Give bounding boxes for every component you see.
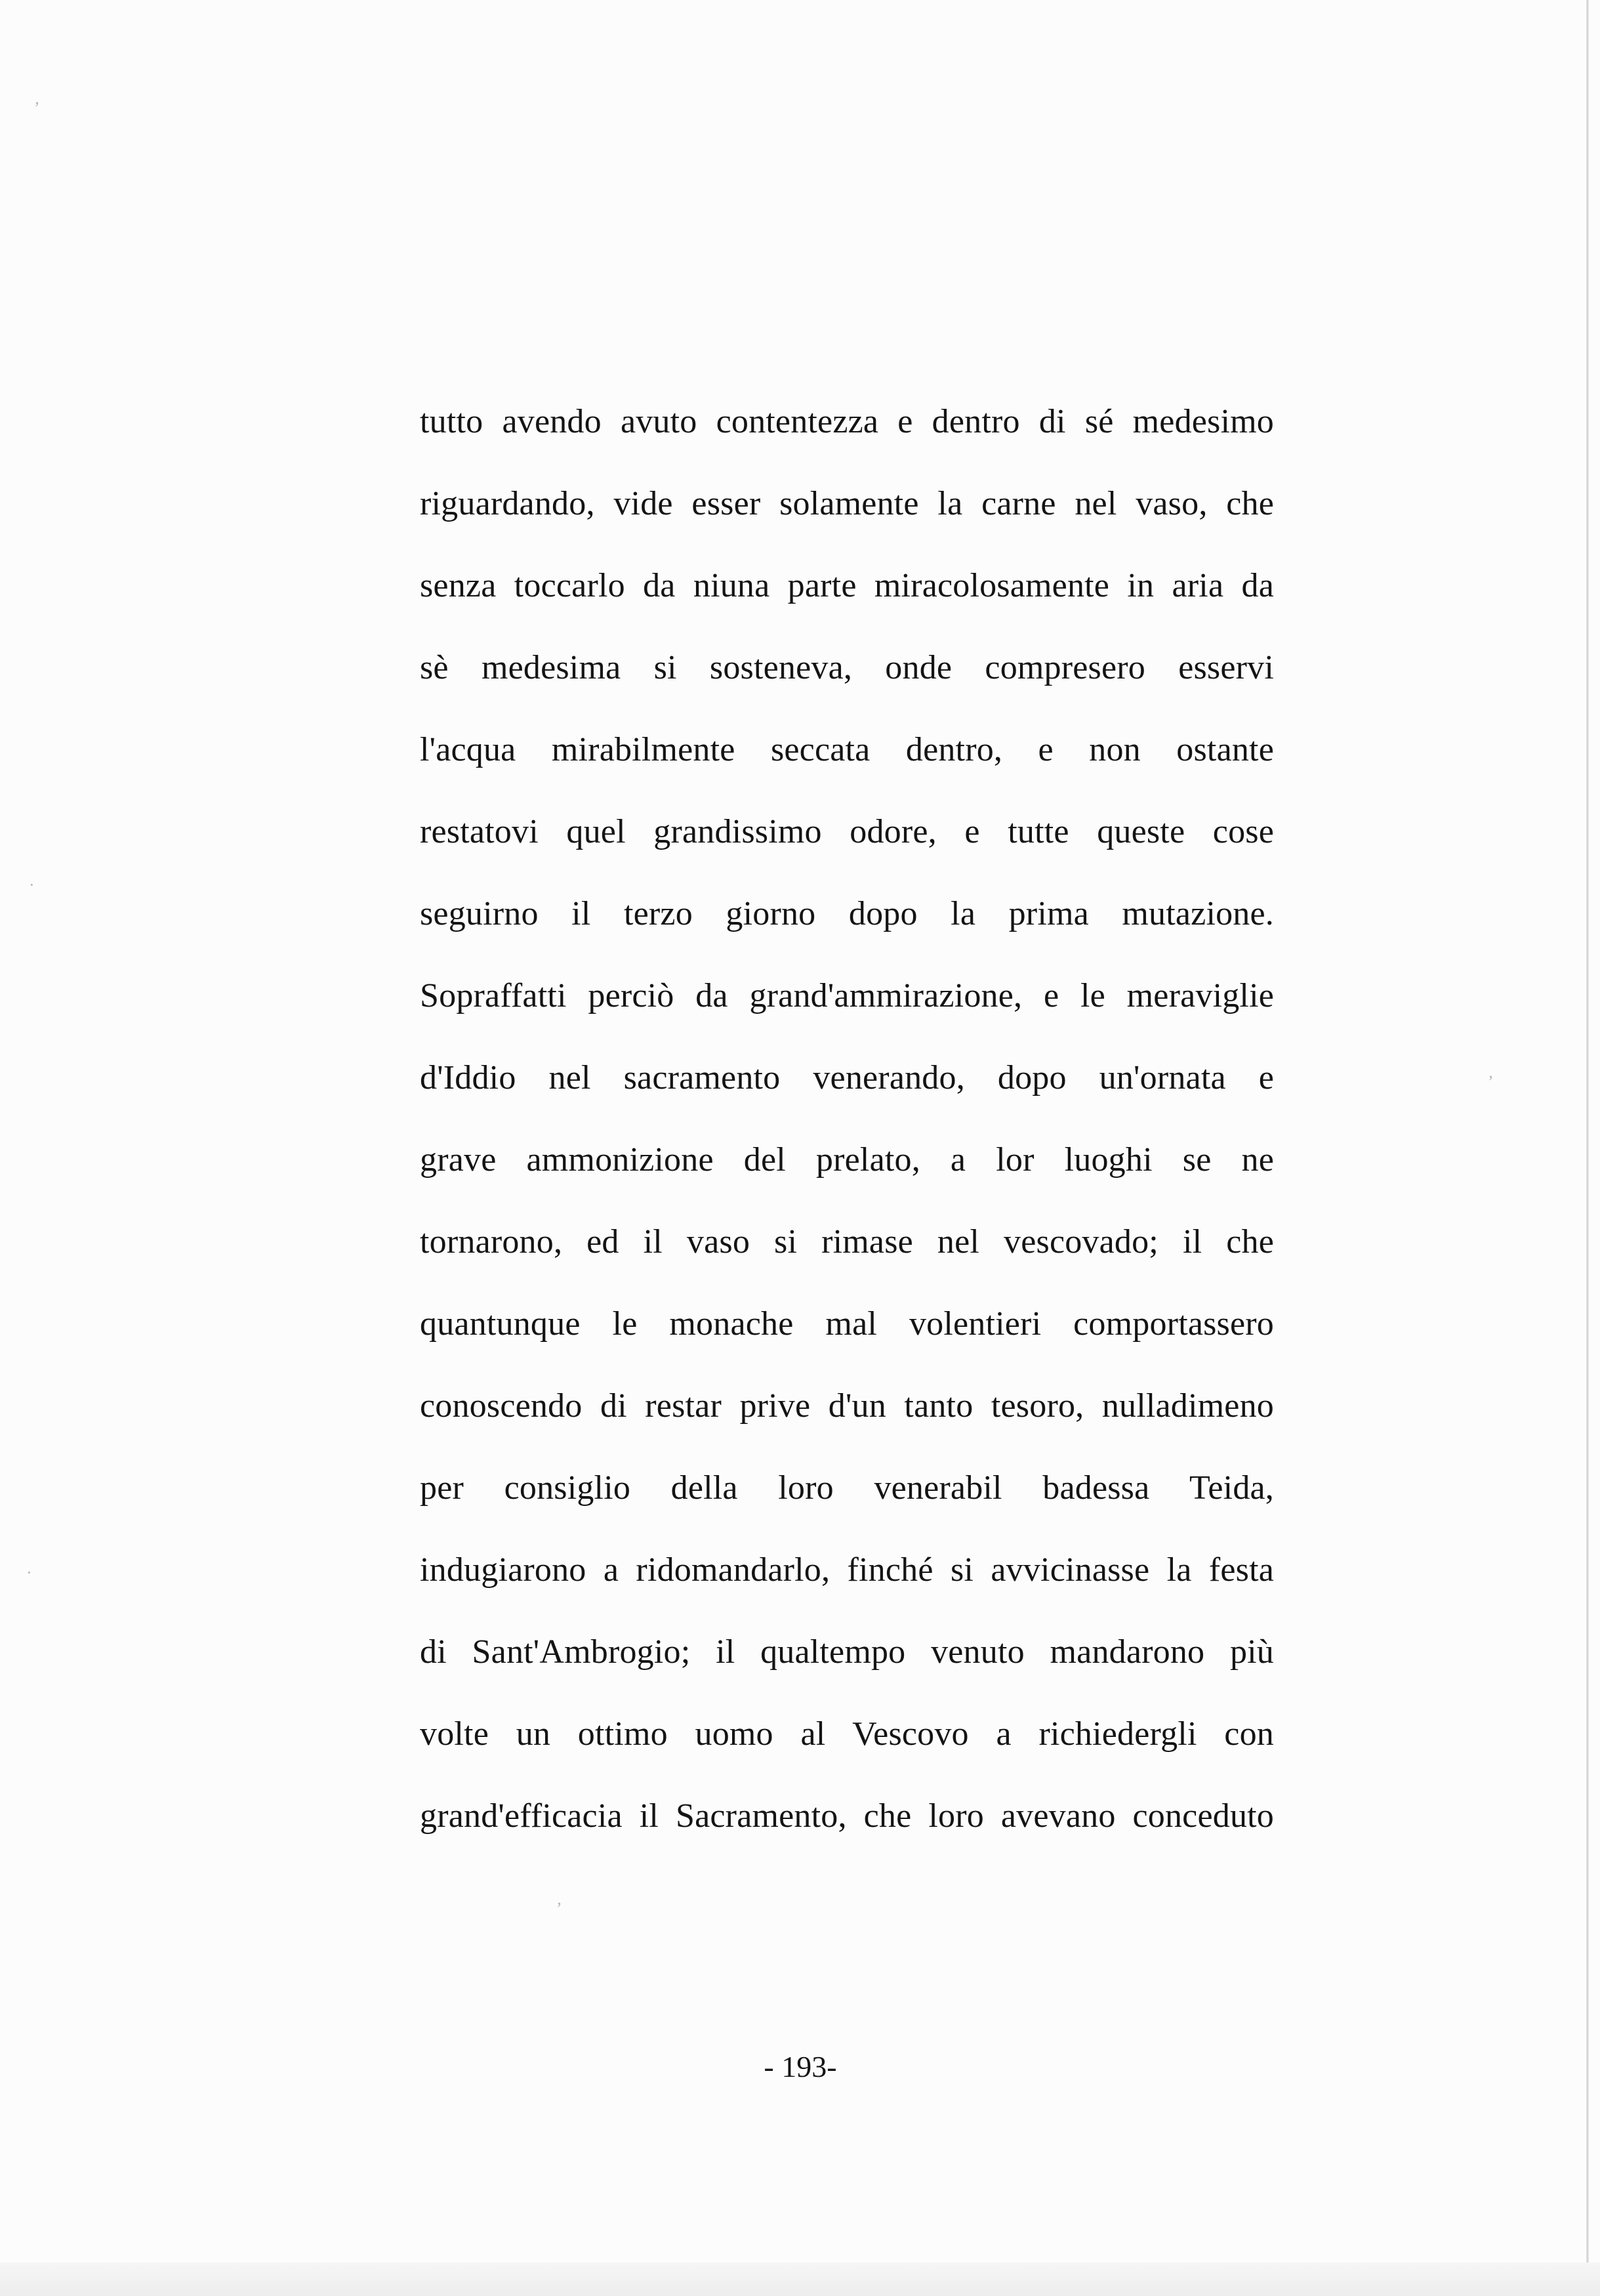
text-line: sè medesima si sosteneva, onde compresero esservi — [420, 649, 1274, 686]
scan-bottom-margin — [0, 2263, 1600, 2296]
body-text — [420, 381, 1274, 1857]
scan-speck: · — [29, 875, 35, 894]
text-line: volte un ottimo uomo al Vescovo a richiedergli con — [420, 1715, 1274, 1753]
scan-speck: ʼ — [34, 98, 40, 117]
text-line: grand'efficacia il Sacramento, che loro avevano conceduto — [420, 1797, 1274, 1835]
page-edge-shadow — [1586, 0, 1589, 2277]
text-line: tutto avendo avuto contentezza e dentro di sé medesimo — [420, 403, 1274, 440]
text-line: indugiarono a ridomandarlo, finché si avvicinasse la festa — [420, 1551, 1274, 1589]
text-line: riguardando, vide esser solamente la carne nel vaso, che — [420, 485, 1274, 522]
text-line: grave ammonizione del prelato, a lor luoghi se ne — [420, 1141, 1274, 1179]
text-line: per consiglio della loro venerabil badessa Teida, — [420, 1469, 1274, 1507]
scan-speck: ʼ — [1488, 1072, 1494, 1091]
text-line: di Sant'Ambrogio; il qualtempo venuto mandarono più — [420, 1633, 1274, 1671]
text-line: conoscendo di restar prive d'un tanto tesoro, nulladimeno — [420, 1387, 1274, 1425]
text-line: quantunque le monache mal volentieri comportassero — [420, 1305, 1274, 1343]
text-line: senza toccarlo da niuna parte miracolosamente in aria da — [420, 567, 1274, 604]
text-line: tornarono, ed il vaso si rimase nel vescovado; il che — [420, 1223, 1274, 1261]
text-line: restatovi quel grandissimo odore, e tutte queste cose — [420, 813, 1274, 850]
text-line: Sopraffatti perciò da grand'ammirazione, e le meraviglie — [420, 977, 1274, 1014]
text-line: l'acqua mirabilmente seccata dentro, e non ostante — [420, 731, 1274, 768]
text-line: seguirno il terzo giorno dopo la prima mutazione. — [420, 895, 1274, 932]
scan-speck: · — [26, 1563, 32, 1582]
page-number: - 193- — [764, 2050, 837, 2083]
scan-speck: ʼ — [556, 1899, 562, 1918]
text-line: d'Iddio nel sacramento venerando, dopo un'ornata e — [420, 1059, 1274, 1096]
